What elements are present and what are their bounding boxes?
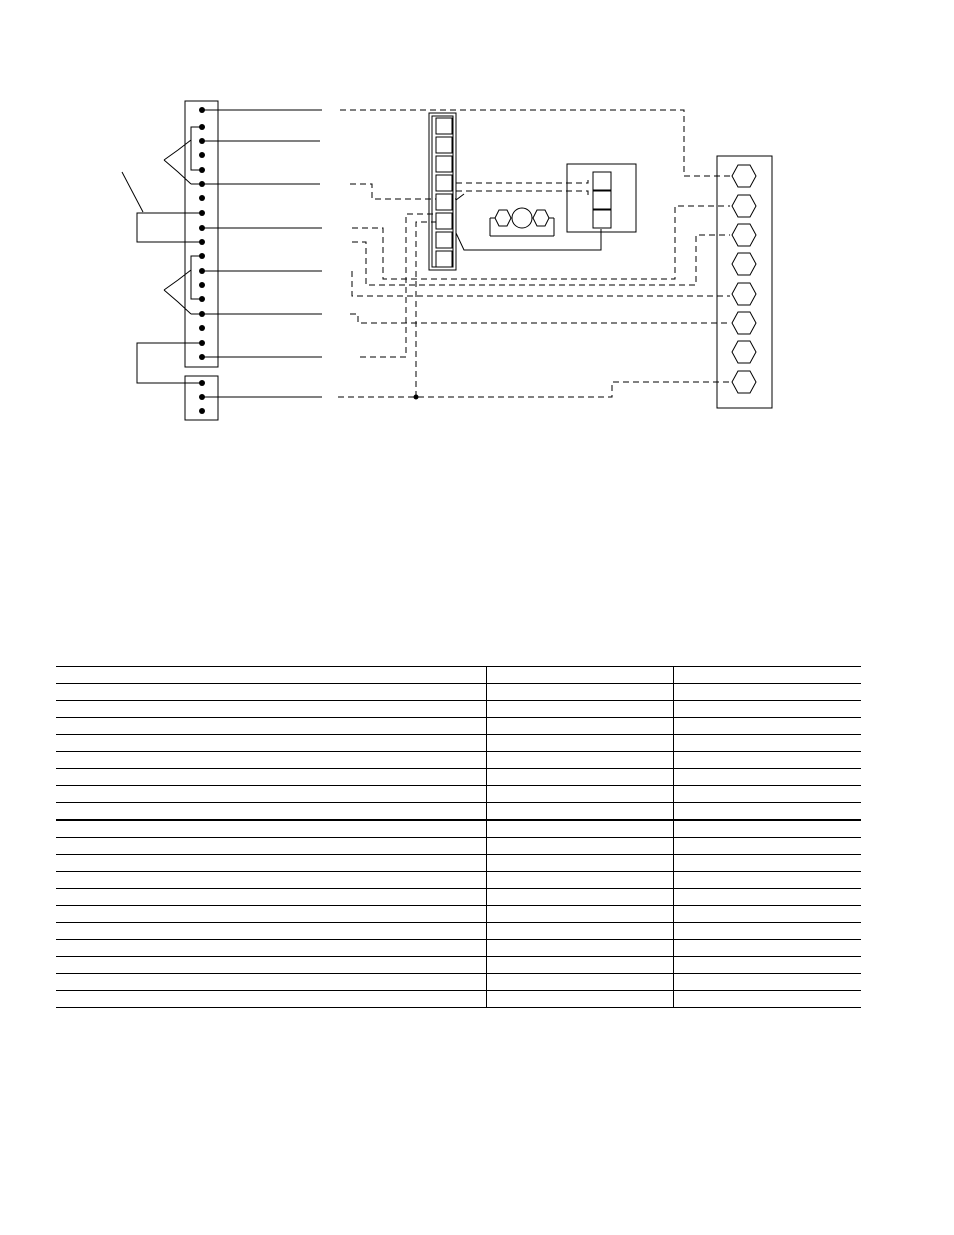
- terminal-dot: [199, 107, 205, 113]
- table-cell: [673, 769, 861, 786]
- terminal-dot: [199, 380, 205, 386]
- terminal-dot: [199, 239, 205, 245]
- table-cell: [56, 889, 486, 906]
- table-cell: [486, 838, 673, 855]
- module-slot: [436, 213, 452, 229]
- table-row: [56, 752, 861, 769]
- table-cell: [56, 940, 486, 957]
- table-row: [56, 906, 861, 923]
- table-cell: [486, 735, 673, 752]
- table-cell: [56, 667, 486, 684]
- table-cell: [56, 718, 486, 735]
- board-terminal: [732, 253, 756, 275]
- board-terminal: [732, 312, 756, 334]
- table-row: [56, 940, 861, 957]
- coil-circle: [512, 208, 532, 228]
- external-jumper: [137, 343, 202, 383]
- table-cell: [56, 701, 486, 718]
- dashed-wire: [338, 382, 730, 397]
- table-row: [56, 974, 861, 991]
- table-cell: [56, 786, 486, 803]
- table-cell: [56, 906, 486, 923]
- table-cell: [673, 838, 861, 855]
- table-row: [56, 769, 861, 786]
- board-terminal: [732, 371, 756, 393]
- terminal-dot: [199, 408, 205, 414]
- coil-hex: [495, 210, 511, 226]
- terminal-dot: [199, 167, 205, 173]
- relay-slot: [593, 191, 611, 209]
- table-cell: [673, 957, 861, 974]
- terminal-dot: [199, 253, 205, 259]
- table-row: [56, 735, 861, 752]
- right-terminal-board: [717, 156, 772, 408]
- table-cell: [486, 803, 673, 821]
- table-row: [56, 820, 861, 838]
- table-cell: [673, 735, 861, 752]
- table-cell: [673, 855, 861, 872]
- table-cell: [56, 872, 486, 889]
- table-cell: [673, 684, 861, 701]
- callout-arrow: [164, 140, 191, 160]
- table-cell: [486, 889, 673, 906]
- table-cell: [486, 820, 673, 838]
- table-cell: [673, 667, 861, 684]
- table-cell: [673, 803, 861, 821]
- relay-slot: [593, 210, 611, 228]
- coil-hex: [533, 210, 549, 226]
- table-cell: [56, 803, 486, 821]
- module-slot: [436, 156, 452, 172]
- terminal-dot: [199, 225, 205, 231]
- callout-arrow: [164, 270, 191, 290]
- table-cell: [56, 838, 486, 855]
- dashed-wire: [352, 271, 730, 296]
- dashed-wire: [416, 222, 437, 397]
- table-cell: [486, 701, 673, 718]
- terminal-dot: [199, 296, 205, 302]
- table-cell: [486, 769, 673, 786]
- table-cell: [486, 667, 673, 684]
- wiring-diagram: [0, 0, 954, 440]
- table-cell: [673, 923, 861, 940]
- callout-arrow: [164, 160, 191, 184]
- dashed-wire: [456, 180, 588, 183]
- table-row: [56, 855, 861, 872]
- board-terminal: [732, 283, 756, 305]
- table-cell: [486, 906, 673, 923]
- table-cell: [486, 940, 673, 957]
- table-cell: [673, 786, 861, 803]
- table-row: [56, 991, 861, 1008]
- table-cell: [673, 940, 861, 957]
- module-slot: [436, 137, 452, 153]
- table-cell: [673, 701, 861, 718]
- terminal-dot: [199, 195, 205, 201]
- table-cell: [673, 889, 861, 906]
- terminal-dot: [199, 325, 205, 331]
- table-cell: [486, 957, 673, 974]
- table-cell: [56, 735, 486, 752]
- table-cell: [486, 872, 673, 889]
- table-row: [56, 718, 861, 735]
- terminal-dot: [199, 354, 205, 360]
- terminal-dot: [199, 181, 205, 187]
- external-jumper: [137, 213, 202, 242]
- board-terminal: [732, 224, 756, 246]
- module-slot: [436, 175, 452, 191]
- callout-arrow: [164, 290, 191, 314]
- table-row: [56, 923, 861, 940]
- table-cell: [486, 684, 673, 701]
- table-cell: [56, 769, 486, 786]
- table-cell: [673, 991, 861, 1008]
- table-cell: [673, 752, 861, 769]
- table-cell: [673, 906, 861, 923]
- table-cell: [56, 752, 486, 769]
- table-row: [56, 889, 861, 906]
- table-row: [56, 838, 861, 855]
- table-cell: [56, 957, 486, 974]
- module-slot: [436, 251, 452, 267]
- dashed-wire: [352, 235, 730, 285]
- table-cell: [486, 974, 673, 991]
- table-row: [56, 786, 861, 803]
- table-cell: [486, 923, 673, 940]
- dashed-wire: [456, 191, 588, 198]
- table-cell: [673, 718, 861, 735]
- terminal-dot: [199, 138, 205, 144]
- table-cell: [56, 820, 486, 838]
- table-row: [56, 667, 861, 684]
- table-cell: [486, 786, 673, 803]
- table-cell: [486, 855, 673, 872]
- terminal-dot: [199, 282, 205, 288]
- table-row: [56, 957, 861, 974]
- terminal-dot: [199, 210, 205, 216]
- module-slot: [436, 194, 452, 210]
- terminal-dot: [199, 311, 205, 317]
- callout-leader: [122, 172, 143, 212]
- terminal-dot: [199, 124, 205, 130]
- junction-dot: [414, 395, 419, 400]
- table-cell: [673, 820, 861, 838]
- jumper: [191, 127, 202, 170]
- terminal-dot: [199, 394, 205, 400]
- relay-slot: [593, 172, 611, 190]
- board-terminal: [732, 195, 756, 217]
- table-cell: [56, 923, 486, 940]
- table-cell: [56, 974, 486, 991]
- data-table: [56, 666, 861, 1008]
- table-cell: [56, 684, 486, 701]
- board-terminal: [732, 341, 756, 363]
- terminal-dot: [199, 152, 205, 158]
- table-row: [56, 684, 861, 701]
- dashed-wire: [340, 110, 730, 176]
- wire: [456, 194, 464, 200]
- module-slot: [436, 118, 452, 134]
- board-terminal: [732, 165, 756, 187]
- dashed-wire: [350, 314, 730, 323]
- table-cell: [486, 718, 673, 735]
- terminal-dot: [199, 340, 205, 346]
- table-cell: [56, 855, 486, 872]
- table-row: [56, 803, 861, 821]
- table-cell: [486, 752, 673, 769]
- table-cell: [56, 991, 486, 1008]
- terminal-dot: [199, 268, 205, 274]
- table-cell: [486, 991, 673, 1008]
- table-cell: [673, 974, 861, 991]
- table-row: [56, 701, 861, 718]
- module-slot: [436, 232, 452, 248]
- table-row: [56, 872, 861, 889]
- jumper: [191, 256, 202, 299]
- table-cell: [673, 872, 861, 889]
